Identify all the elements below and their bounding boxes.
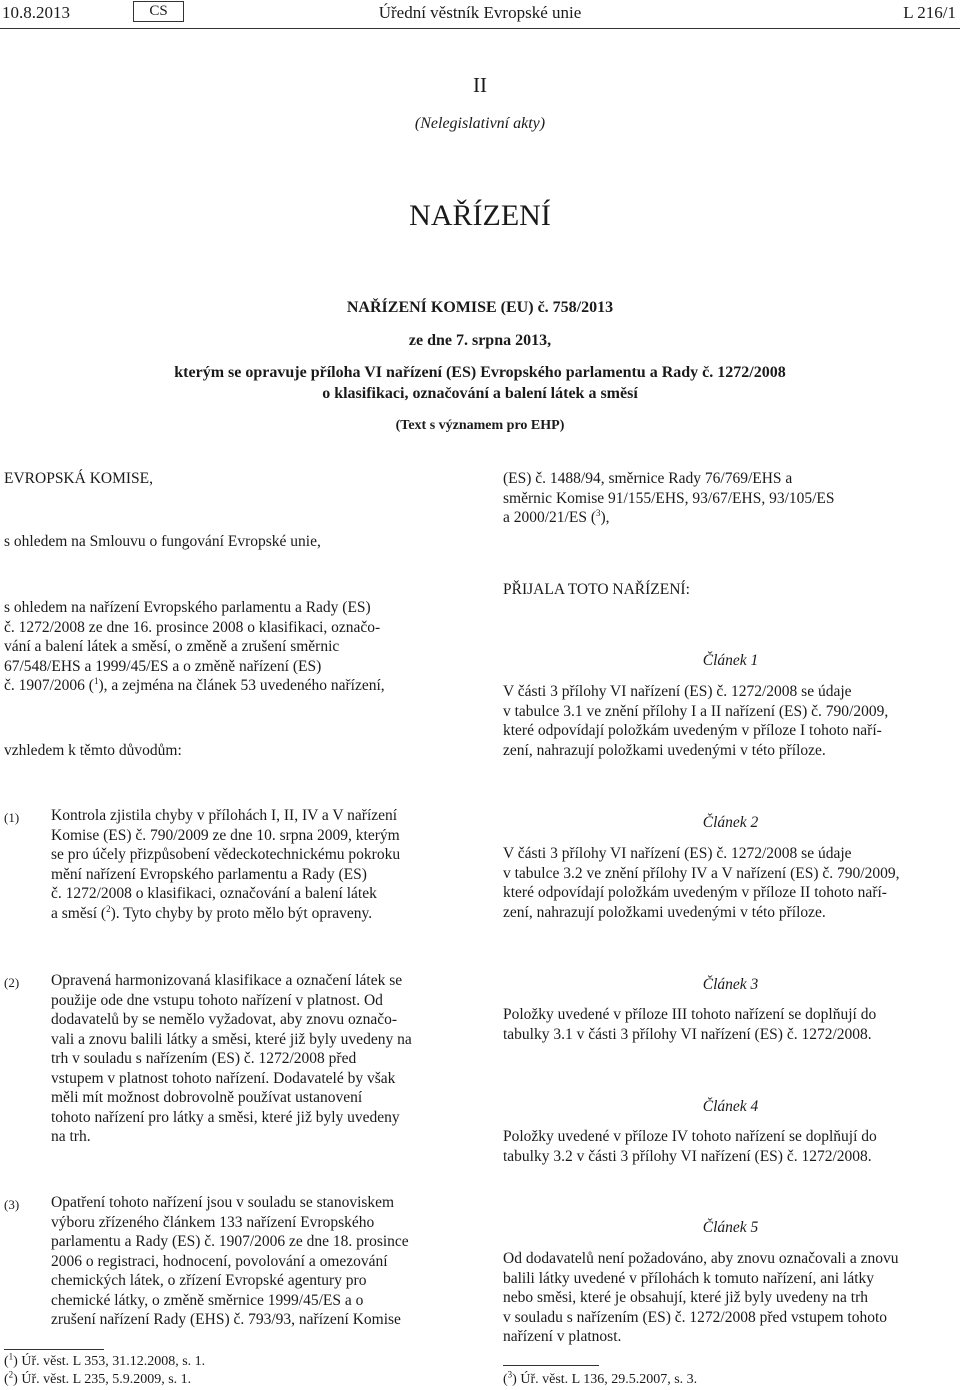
text-fragment: (: [4, 1354, 9, 1369]
article-2-text: [503, 844, 956, 922]
whereas-clause: vzhledem k těmto důvodům:: [4, 742, 182, 759]
footnote-number: 1: [8, 1351, 14, 1362]
article-4-title: Článek 4: [702, 1098, 759, 1115]
recital-3: [51, 1193, 458, 1330]
text-line: měli mít možnost dobrovolně používat ustanovení: [51, 1089, 363, 1106]
text-line: balili látky uvedené v přílohách k tomuto nařízení, ani látky: [503, 1269, 875, 1287]
text-line: tohoto nařízení pro látky a směsi, které již byly uvedeny: [51, 1108, 400, 1126]
journal-title: Úřední věstník Evropské unie: [378, 3, 582, 22]
commission-label: EVROPSKÁ KOMISE,: [4, 470, 153, 487]
article-5-text: [503, 1249, 956, 1347]
text-fragment: (: [503, 1372, 508, 1387]
text-line: s ohledem na nařízení Evropského parlamentu a Rady (ES): [4, 599, 371, 616]
text-line: se pro účely přizpůsobení vědeckotechnickému pokroku: [51, 846, 401, 863]
regulation-title: NAŘÍZENÍ KOMISE (EU) č. 758/2013: [346, 299, 614, 316]
text-line: zrušení nařízení Rady (EHS) č. 793/93, nařízení Komise: [51, 1311, 401, 1328]
section-numeral: II: [473, 73, 487, 97]
text-line: Od dodavatelů není požadováno, aby znovu označovali a znovu: [503, 1250, 899, 1267]
text-line: (ES) č. 1488/94, směrnice Rady 76/769/EHS a: [503, 470, 793, 487]
text-line: tabulky 3.1 v části 3 přílohy VI nařízení (ES) č. 1272/2008.: [503, 1025, 872, 1043]
regulation-subject-cont: o klasifikaci, označování a balení látek a směsí: [322, 385, 638, 402]
text-line: v tabulce 3.2 ve znění přílohy IV a V nařízení (ES) č. 790/2009,: [503, 864, 900, 882]
adoption-clause: PŘIJALA TOTO NAŘÍZENÍ:: [503, 581, 690, 598]
footnote-number: 3: [507, 1369, 513, 1380]
article-2-title: Článek 2: [702, 814, 759, 831]
text-line: [503, 508, 956, 528]
text-fragment: ) Úř. věst. L 353, 31.12.2008, s. 1.: [13, 1354, 206, 1369]
text-line: vali a znovu balili látky a směsi, které již byly uvedeny na: [51, 1030, 412, 1048]
footnote-divider: [503, 1365, 599, 1366]
text-line: mění nařízení Evropského parlamentu a Rady (ES): [51, 865, 367, 883]
article-5-title: Článek 5: [702, 1219, 759, 1236]
regulation-basis-clause: [4, 598, 459, 696]
treaty-clause: s ohledem na Smlouvu o fungování Evropské unie,: [4, 533, 321, 550]
text-line: V části 3 přílohy VI nařízení (ES) č. 1272/2008 se údaje: [503, 683, 852, 700]
text-line: dodavatelů by se nemělo vyžadovat, aby znovu označo-: [51, 1011, 398, 1028]
footnote-divider: [4, 1349, 104, 1350]
recital-number: (3): [4, 1197, 20, 1212]
text-fragment: ),: [600, 509, 610, 526]
text-fragment: ) Úř. věst. L 235, 5.9.2009, s. 1.: [13, 1372, 192, 1387]
text-line: 2006 o registraci, hodnocení, povolování a omezování: [51, 1252, 388, 1270]
article-1-title: Článek 1: [702, 652, 759, 669]
article-1-text: [503, 682, 956, 760]
text-line: trh v souladu s nařízením (ES) č. 1272/2008 před: [51, 1050, 357, 1067]
footnote-3: [503, 1371, 697, 1389]
recital-2: [51, 971, 458, 1147]
text-line: vstupem v platnost tohoto nařízení. Dodavatelé by však: [51, 1069, 396, 1087]
eea-relevance: (Text s významem pro EHP): [395, 418, 565, 433]
text-line: tabulky 3.2 v části 3 přílohy VI nařízení (ES) č. 1272/2008.: [503, 1147, 872, 1165]
footnote-1: [4, 1353, 205, 1371]
section-heading: NAŘÍZENÍ: [409, 199, 551, 232]
text-line: v souladu s nařízením (ES) č. 1272/2008 před vstupem tohoto: [503, 1308, 887, 1326]
text-line: Kontrola zjistila chyby v přílohách I, II, IV a V nařízení: [51, 807, 398, 824]
text-line: V části 3 přílohy VI nařízení (ES) č. 1272/2008 se údaje: [503, 845, 852, 862]
article-3-text: [503, 1005, 956, 1044]
text-fragment: (: [4, 1372, 9, 1387]
text-line: [4, 676, 459, 696]
section-subtitle: (Nelegislativní akty): [414, 115, 546, 132]
article-3-title: Článek 3: [702, 976, 759, 993]
text-line: chemických látek, o zřízení Evropské agentury pro: [51, 1272, 367, 1289]
text-line: chemické látky, o změně směrnice 1999/45/ES a o: [51, 1291, 364, 1309]
text-line: nebo směsi, které je obsahují, které již byly uvedeny na trh: [503, 1289, 869, 1306]
text-line: v tabulce 3.1 ve znění přílohy I a II nařízení (ES) č. 790/2009,: [503, 702, 889, 720]
page-reference: L 216/1: [903, 3, 956, 22]
recital-number: (2): [4, 975, 20, 990]
text-fragment: ), a zejména na článek 53 uvedeného nařízení,: [98, 677, 385, 694]
text-line: na trh.: [51, 1128, 91, 1145]
footnote-ref[interactable]: 2: [106, 903, 111, 914]
journal-date: 10.8.2013: [2, 3, 70, 22]
regulation-date: ze dne 7. srpna 2013,: [408, 332, 552, 349]
text-line: Opravená harmonizovaná klasifikace a označení látek se: [51, 972, 403, 989]
text-fragment: a 2000/21/ES (: [503, 509, 596, 526]
text-line: 67/548/EHS a 1999/45/ES a o změně nařízení (ES): [4, 657, 322, 675]
text-line: parlamentu a Rady (ES) č. 1907/2006 ze dne 18. prosince: [51, 1233, 409, 1250]
text-line: [51, 904, 458, 924]
recital-number: (1): [4, 810, 20, 825]
text-fragment: č. 1907/2006 (: [4, 677, 94, 694]
text-fragment: ) Úř. věst. L 136, 29.5.2007, s. 3.: [512, 1372, 698, 1387]
text-fragment: a směsí (: [51, 904, 107, 922]
text-line: č. 1272/2008 o klasifikaci, označování a balení látek: [51, 885, 377, 902]
language-badge: CS: [133, 1, 184, 22]
header-divider: [0, 28, 960, 29]
text-line: č. 1272/2008 ze dne 16. prosince 2008 o klasifikaci, označo-: [4, 618, 381, 636]
text-line: směrnic Komise 91/155/EHS, 93/67/EHS, 93/105/ES: [503, 489, 835, 507]
footnote-ref[interactable]: 1: [93, 675, 99, 686]
footnote-ref[interactable]: 3: [596, 507, 601, 518]
article-4-text: [503, 1127, 956, 1166]
text-line: výboru zřízeného článkem 133 nařízení Evropského: [51, 1213, 375, 1231]
text-line: nařízení v platnost.: [503, 1328, 622, 1345]
text-fragment: ). Tyto chyby by proto mělo být opraveny.: [110, 904, 373, 922]
text-line: zení, nahrazují položkami uvedenými v této příloze.: [503, 903, 826, 921]
text-line: které odpovídají položkám uvedeným v příloze I tohoto naří-: [503, 722, 882, 739]
footnote-number: 2: [8, 1369, 14, 1380]
text-line: Položky uvedené v příloze IV tohoto nařízení se doplňují do: [503, 1128, 877, 1145]
recital-1: [51, 806, 458, 923]
footnote-2: [4, 1371, 191, 1389]
text-line: Opatření tohoto nařízení jsou v souladu se stanoviskem: [51, 1194, 395, 1211]
text-line: Komise (ES) č. 790/2009 ze dne 10. srpna 2009, kterým: [51, 826, 400, 844]
text-line: které odpovídají položkám uvedeným v příloze II tohoto naří-: [503, 884, 887, 901]
text-line: Položky uvedené v příloze III tohoto nařízení se doplňují do: [503, 1006, 877, 1023]
text-line: použije ode dne vstupu tohoto nařízení v platnost. Od: [51, 991, 383, 1009]
regulation-subject: kterým se opravuje příloha VI nařízení (ES) Evropského parlamentu a Rady č. 1272/2008: [174, 364, 786, 381]
recital-3-continuation: [503, 469, 956, 528]
text-line: zení, nahrazují položkami uvedenými v této příloze.: [503, 741, 826, 759]
text-line: vání a balení látek a směsí, o změně a zrušení směrnic: [4, 638, 340, 655]
